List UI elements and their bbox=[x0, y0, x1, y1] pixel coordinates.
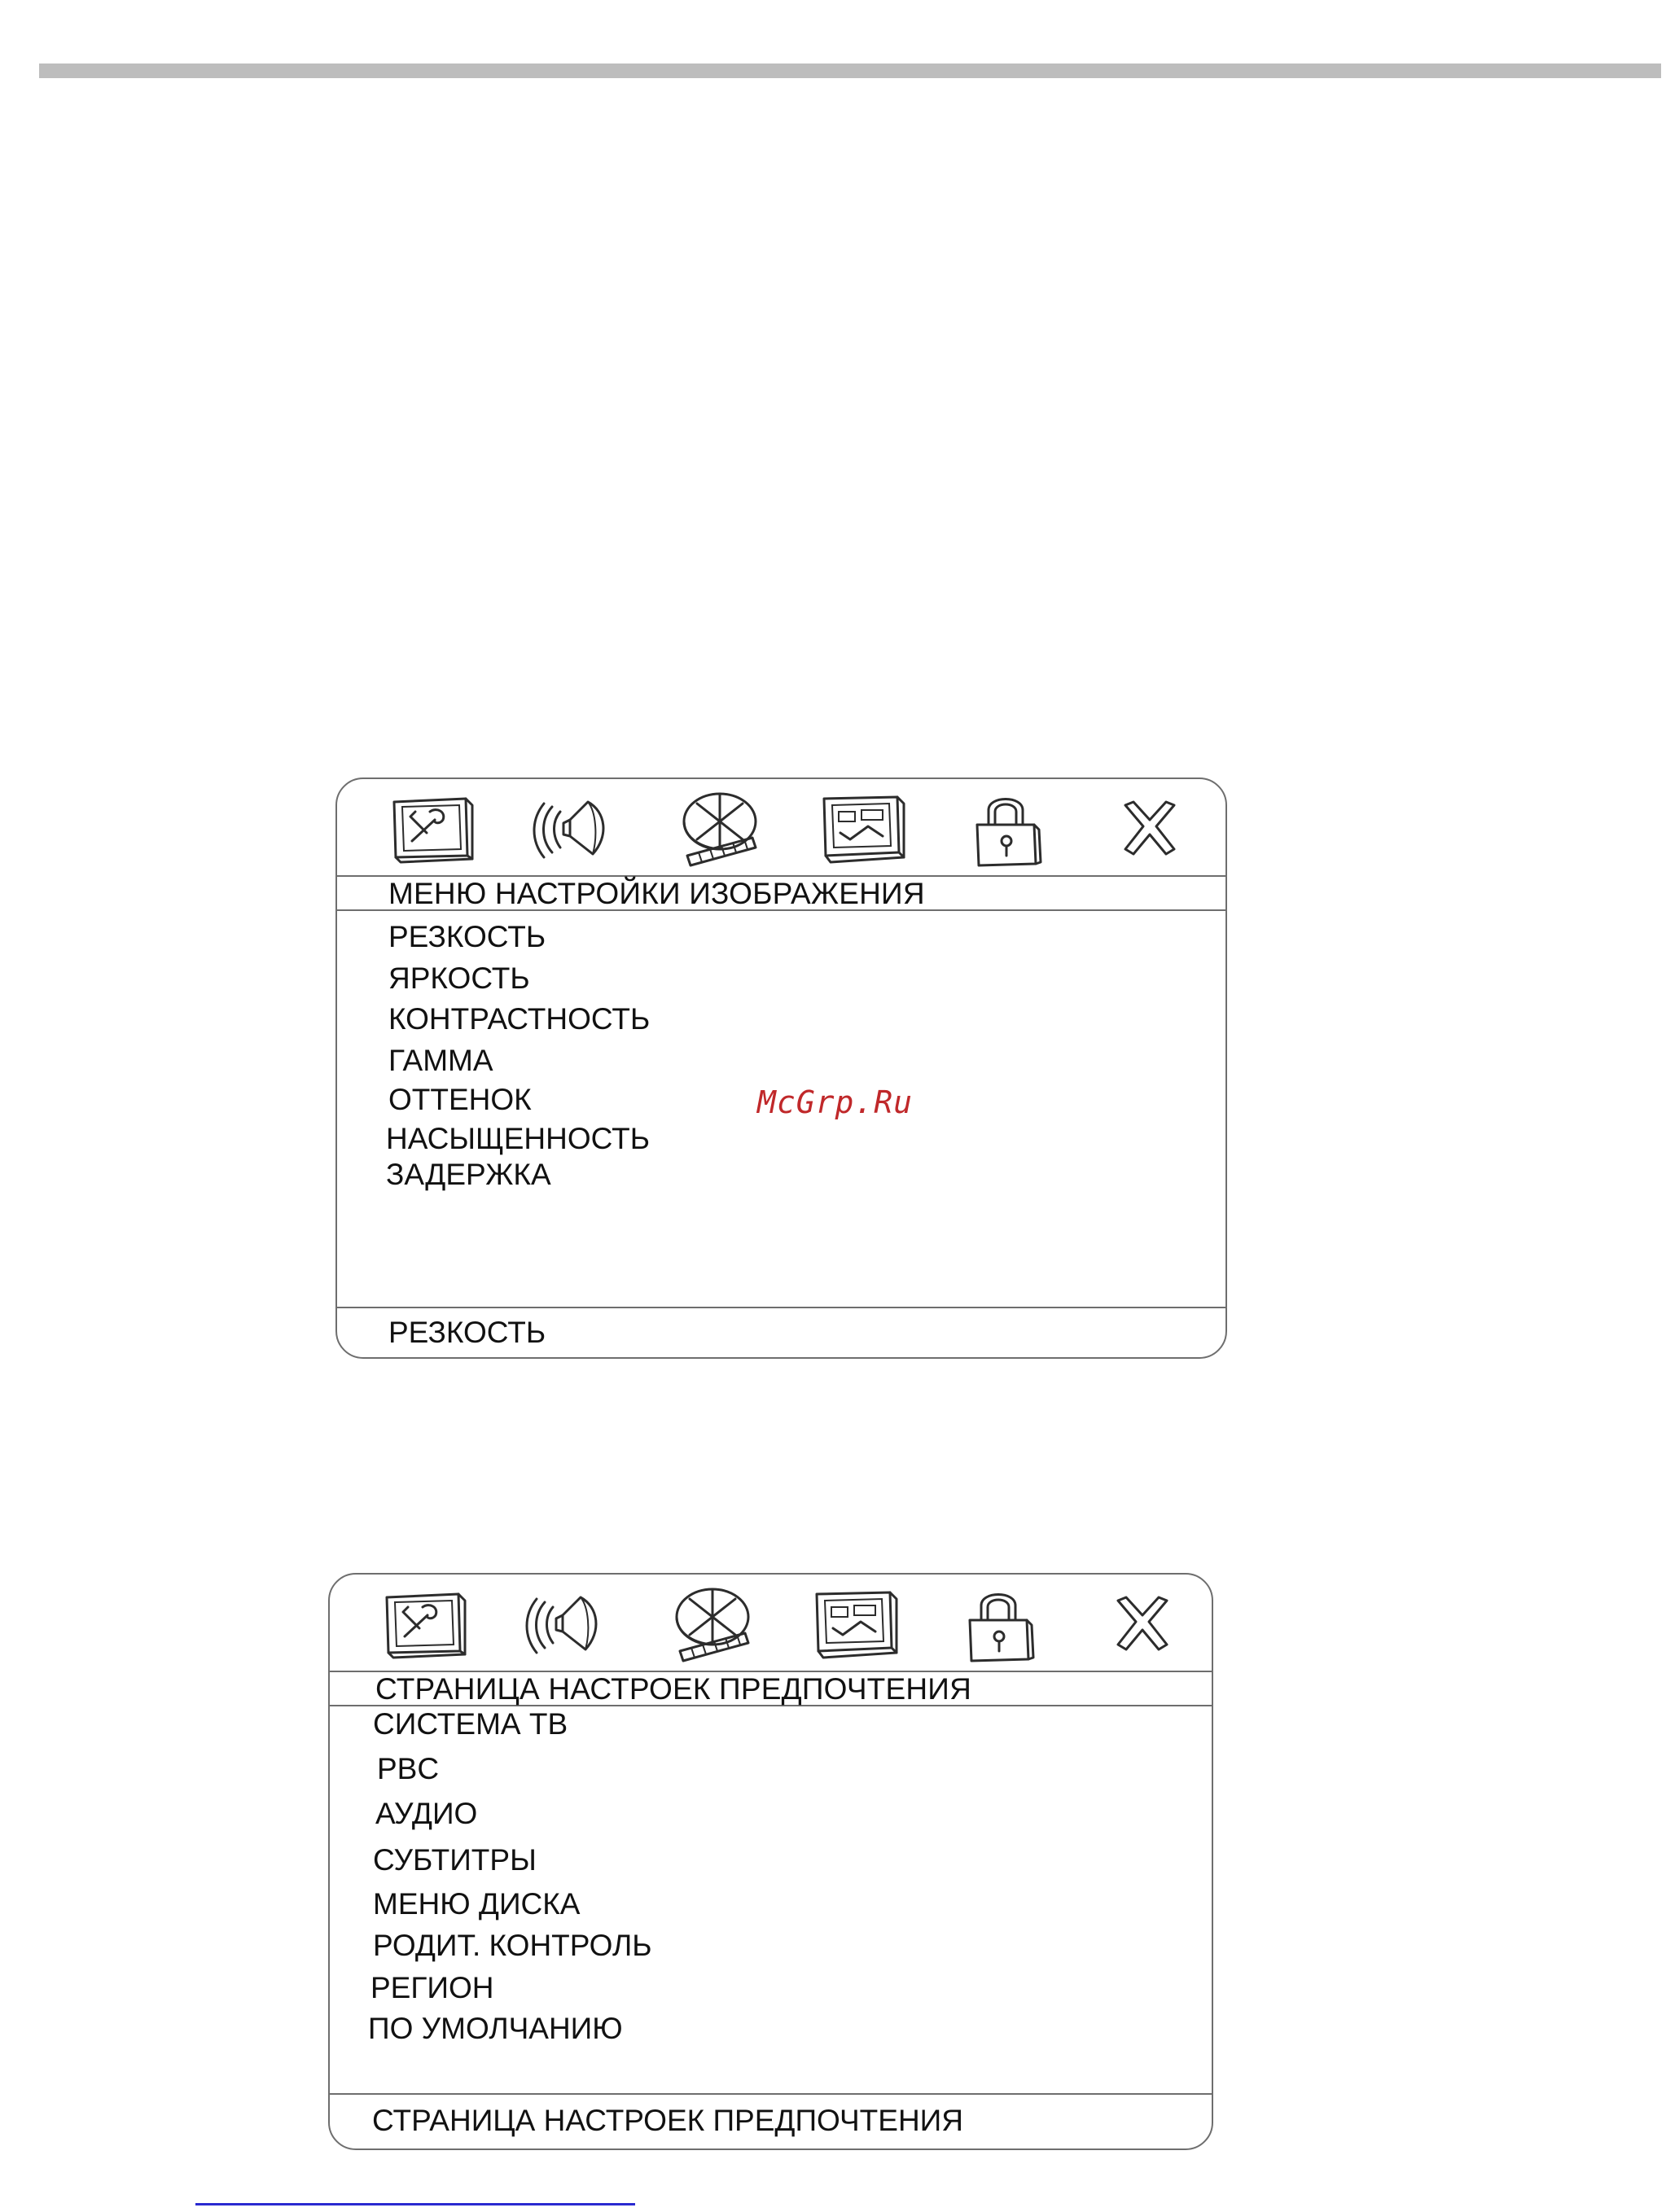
audio-speaker-icon[interactable] bbox=[531, 787, 620, 869]
exit-close-icon[interactable] bbox=[1097, 1583, 1186, 1664]
menu-item-region[interactable]: РЕГИОН bbox=[370, 1971, 494, 2004]
menu-title-bar bbox=[337, 875, 1225, 911]
status-text: СТРАНИЦА НАСТРОЕК ПРЕДПОЧТЕНИЯ bbox=[372, 2104, 963, 2137]
menu-item-delay[interactable]: ЗАДЕРЖКА bbox=[386, 1158, 551, 1191]
footer-link-underline bbox=[195, 2203, 635, 2205]
menu-item-contrast[interactable]: КОНТРАСТНОСТЬ bbox=[388, 1002, 651, 1036]
picture-setup-icon[interactable] bbox=[388, 787, 477, 869]
menu-item-saturation[interactable]: НАСЫЩЕННОСТЬ bbox=[386, 1122, 651, 1155]
menu-item-audio[interactable]: АУДИО bbox=[375, 1797, 478, 1830]
video-reel-icon[interactable] bbox=[667, 1583, 756, 1664]
menu-icon-bar bbox=[330, 1575, 1212, 1671]
status-text: РЕЗКОСТЬ bbox=[388, 1316, 546, 1349]
watermark-text: McGrp.Ru bbox=[757, 1084, 914, 1120]
menu-item-sharpness[interactable]: РЕЗКОСТЬ bbox=[388, 920, 546, 953]
menu-item-gamma[interactable]: ГАММА bbox=[388, 1044, 493, 1077]
picture-setup-menu-panel bbox=[335, 777, 1227, 1359]
video-reel-icon[interactable] bbox=[674, 787, 764, 869]
menu-title: МЕНЮ НАСТРОЙКИ ИЗОБРАЖЕНИЯ bbox=[388, 877, 925, 910]
menu-item-subtitles[interactable]: СУБТИТРЫ bbox=[373, 1843, 537, 1877]
audio-speaker-icon[interactable] bbox=[524, 1583, 613, 1664]
menu-icon-bar bbox=[337, 779, 1225, 875]
menu-item-default[interactable]: ПО УМОЛЧАНИЮ bbox=[368, 2012, 623, 2045]
lock-icon[interactable] bbox=[954, 1583, 1043, 1664]
menu-item-brightness[interactable]: ЯРКОСТЬ bbox=[388, 961, 530, 995]
exit-close-icon[interactable] bbox=[1104, 787, 1194, 869]
menu-title-bar bbox=[330, 1671, 1212, 1706]
menu-item-parental-control[interactable]: РОДИТ. КОНТРОЛЬ bbox=[373, 1929, 652, 1962]
menu-item-tv-system[interactable]: СИСТЕМА ТВ bbox=[373, 1707, 568, 1741]
menu-title: СТРАНИЦА НАСТРОЕК ПРЕДПОЧТЕНИЯ bbox=[375, 1672, 971, 1706]
picture-setup-icon[interactable] bbox=[380, 1583, 470, 1664]
menu-item-disc-menu[interactable]: МЕНЮ ДИСКА bbox=[373, 1887, 581, 1921]
menu-item-pbc[interactable]: PBC bbox=[377, 1752, 440, 1785]
page-top-rule bbox=[39, 64, 1661, 78]
preference-screen-icon[interactable] bbox=[818, 787, 907, 869]
lock-icon[interactable] bbox=[961, 787, 1050, 869]
menu-status-bar bbox=[337, 1307, 1225, 1357]
preference-page-panel bbox=[328, 1573, 1213, 2150]
preference-screen-icon[interactable] bbox=[810, 1583, 900, 1664]
menu-item-hue[interactable]: ОТТЕНОК bbox=[388, 1083, 532, 1116]
menu-status-bar bbox=[330, 2093, 1212, 2148]
